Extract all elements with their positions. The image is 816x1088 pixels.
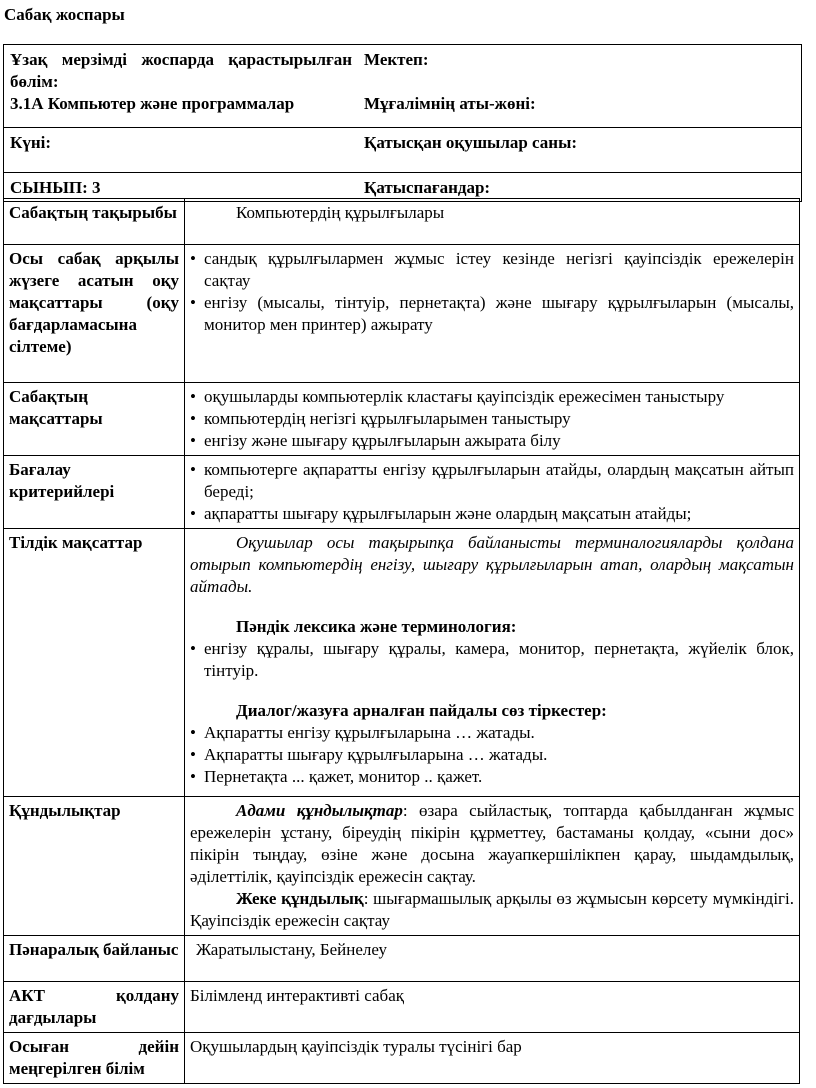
list-item: • компьютерге ақпаратты енгізу құрылғыларын атайды, олардың мақсатын айтып береді; bbox=[190, 460, 794, 501]
bullet-icon: • bbox=[190, 460, 196, 479]
personal-values bbox=[190, 888, 794, 932]
present-label: Қатысқан оқушылар саны: bbox=[364, 133, 578, 152]
cross-label: Пәнаралық байланыс bbox=[4, 936, 185, 982]
list-item: • енгізу және шығару құрылғыларын ажырата білу bbox=[190, 431, 561, 450]
personal-values-label: Жеке құндылық bbox=[236, 889, 364, 908]
goals-label: Сабақтың мақсаттары bbox=[4, 383, 185, 456]
list-item: • Пернетақта ... қажет, монитор .. қажет. bbox=[190, 767, 483, 786]
ict-label: АКТ қолдану дағдылары bbox=[4, 982, 185, 1033]
topic-value: Компьютердің құрылғылары bbox=[236, 203, 445, 222]
language-label: Тілдік мақсаттар bbox=[4, 529, 185, 797]
cross-value: Жаратылыстану, Бейнелеу bbox=[196, 940, 387, 959]
bullet-icon: • bbox=[190, 387, 196, 406]
list-item: • сандық құрылғылармен жұмыс істеу кезінде негізгі қауіпсіздік ережелерін сақтау bbox=[190, 249, 794, 290]
list-item: • оқушыларды компьютерлік кластағы қауіпсіздік ережесімен таныстыру bbox=[190, 387, 725, 406]
row-goals bbox=[4, 383, 800, 456]
list-item: • Ақпаратты енгізу құрылғыларына … жатады. bbox=[190, 723, 535, 742]
ict-cell bbox=[185, 982, 800, 1033]
bullet-icon: • bbox=[190, 504, 196, 523]
bullet-icon: • bbox=[190, 293, 196, 312]
phrases-title: Диалог/жазуға арналған пайдалы сөз тіркестер: bbox=[236, 701, 607, 720]
row-objectives bbox=[4, 245, 800, 383]
objectives-label: Осы сабақ арқылы жүзеге асатын оқу мақсаттары (оқу бағдарламасына сілтеме) bbox=[4, 245, 185, 383]
class-label: СЫНЫП: 3 bbox=[10, 178, 101, 197]
school-label: Мектеп: bbox=[364, 50, 429, 69]
language-intro: Оқушылар осы тақырыпқа байланысты терминалогияларды қолдана отырып компьютердің енгізу, шығару құрылғыларын атап, олардың мақсатын айтады. bbox=[190, 533, 794, 596]
present-cell bbox=[358, 128, 801, 172]
bullet-icon: • bbox=[190, 431, 196, 450]
header-school-cell bbox=[358, 45, 801, 127]
date-label: Күні: bbox=[10, 133, 52, 152]
bullet-icon: • bbox=[190, 745, 196, 764]
bullet-icon: • bbox=[190, 409, 196, 428]
list-item: • енгізу (мысалы, тінтуір, пернетақта) және шығару құрылғыларын (мысалы, монитор мен принтер) ажырату bbox=[190, 293, 794, 334]
lesson-plan-table bbox=[3, 198, 800, 1084]
prior-cell bbox=[185, 1033, 800, 1084]
ict-value: Білімленд интерактивті сабақ bbox=[190, 986, 405, 1005]
criteria-cell bbox=[185, 456, 800, 529]
teacher-label: Мұғалімнің аты-жөні: bbox=[364, 94, 536, 113]
header-row-section bbox=[4, 45, 801, 128]
absent-cell bbox=[358, 173, 801, 201]
header-section-cell bbox=[4, 45, 358, 127]
topic-value-cell bbox=[185, 199, 800, 245]
bullet-icon: • bbox=[190, 723, 196, 742]
topic-label: Сабақтың тақырыбы bbox=[4, 199, 185, 245]
header-row-date bbox=[4, 128, 801, 173]
date-cell bbox=[4, 128, 358, 172]
page-title: Сабақ жоспары bbox=[4, 5, 125, 24]
list-item: • ақпаратты шығару құрылғыларын және олардың мақсатын атайды; bbox=[190, 504, 692, 523]
prior-label: Осыған дейін меңгерілген білім bbox=[4, 1033, 185, 1084]
values-label: Құндылықтар bbox=[4, 797, 185, 936]
row-language bbox=[4, 529, 800, 797]
row-criteria bbox=[4, 456, 800, 529]
row-prior bbox=[4, 1033, 800, 1084]
row-cross bbox=[4, 936, 800, 982]
header-table bbox=[3, 44, 802, 202]
goals-cell bbox=[185, 383, 800, 456]
vocab-title: Пәндік лексика және терминология: bbox=[236, 617, 517, 636]
personal-values-text: : шығармашылық арқылы өз жұмысын көрсету мүмкіндігі. Қауіпсіздік ережесін сақтау bbox=[190, 889, 794, 930]
class-cell bbox=[4, 173, 358, 201]
human-values-label: Адами құндылықтар bbox=[236, 801, 403, 820]
row-values bbox=[4, 797, 800, 936]
header-row-class bbox=[4, 173, 801, 201]
cross-cell bbox=[185, 936, 800, 982]
row-topic bbox=[4, 199, 800, 245]
human-values-text: : өзара сыйластық, топтарда қабылданған жұмыс ережелерін ұстану, біреудің пікірін құрметтеу, бастаманы қолдау, «сыни дос» пікірін тыңдау, өзіне және досына жауапкершілікпен қарау, шыдамдылық, әділеттілік, қауіпсіздік ережесін сақтау. bbox=[190, 801, 794, 886]
human-values bbox=[190, 800, 794, 888]
section-value: 3.1А Компьютер және программалар bbox=[10, 94, 295, 113]
bullet-icon: • bbox=[190, 249, 196, 268]
list-item: • компьютердің негізгі құрылғыларымен таныстыру bbox=[190, 409, 571, 428]
objectives-cell bbox=[185, 245, 800, 383]
bullet-icon: • bbox=[190, 639, 196, 658]
list-item: • енгізу құралы, шығару құралы, камера, монитор, пернетақта, жүйелік блок, тінтуір. bbox=[190, 639, 794, 680]
values-cell bbox=[185, 797, 800, 936]
criteria-label: Бағалау критерийлері bbox=[4, 456, 185, 529]
bullet-icon: • bbox=[190, 767, 196, 786]
row-ict bbox=[4, 982, 800, 1033]
list-item: • Ақпаратты шығару құрылғыларына … жатады. bbox=[190, 745, 548, 764]
section-label: Ұзақ мерзімді жоспарда қарастырылған бөлім: bbox=[10, 50, 352, 91]
language-cell bbox=[185, 529, 800, 797]
absent-label: Қатыспағандар: bbox=[364, 178, 491, 197]
prior-value: Оқушылардың қауіпсіздік туралы түсінігі бар bbox=[190, 1037, 522, 1056]
